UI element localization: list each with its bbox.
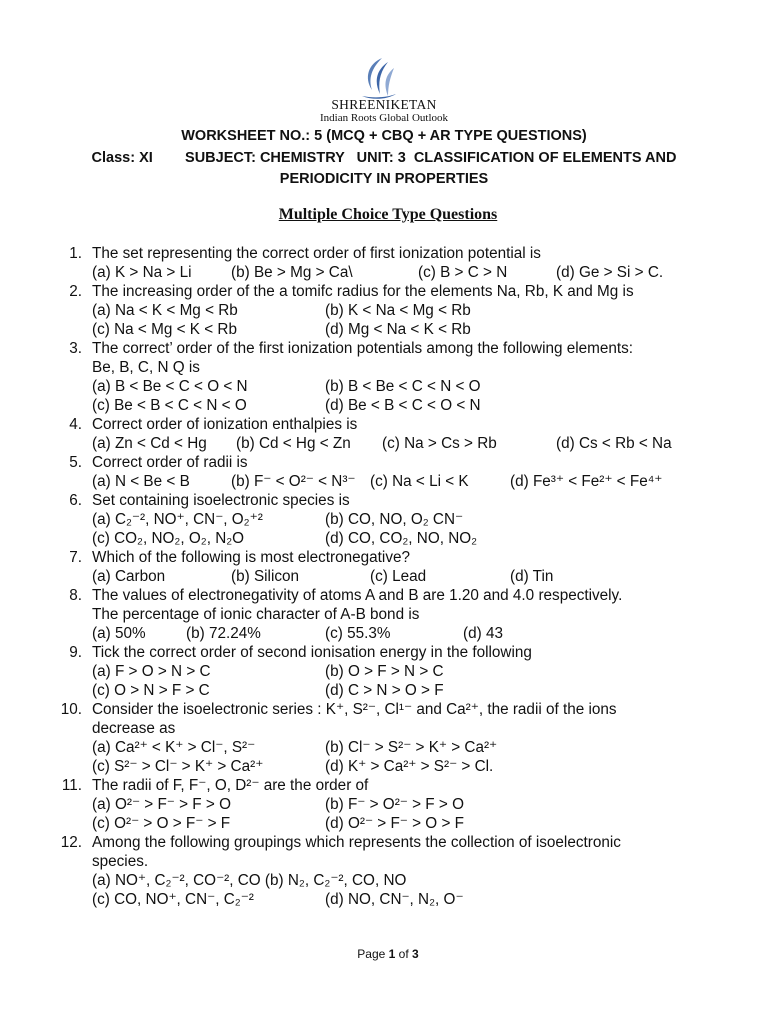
unit-title-continued: PERIODICITY IN PROPERTIES — [279, 171, 489, 187]
answer-option: (a) K > Na > Li — [92, 264, 192, 281]
answer-option: (d) C > N > O > F — [325, 682, 444, 699]
answer-option: (a) C₂⁻², NO⁺, CN⁻, O₂⁺² — [92, 511, 263, 528]
answer-option: (b) Be > Mg > Ca\ — [231, 264, 353, 281]
question-number: 9. — [69, 644, 82, 661]
class-subject-line: Class: XI SUBJECT: CHEMISTRY UNIT: 3 CLASSIFICATION OF ELEMENTS AND — [91, 150, 677, 166]
answer-option: (c) O²⁻ > O > F⁻ > F — [92, 815, 231, 832]
question-text: species. — [92, 853, 149, 870]
of-label: of — [398, 947, 409, 961]
answer-option: (b) B < Be < C < N < O — [325, 378, 481, 395]
page-footer — [0, 947, 768, 961]
answer-option: (a) B < Be < C < O < N — [92, 378, 248, 395]
question-number: 11. — [61, 777, 82, 794]
question-number: 2. — [69, 283, 82, 300]
answer-option: (a) Zn < Cd < Hg — [92, 435, 207, 452]
question-number: 4. — [69, 416, 82, 433]
answer-option: (b) F⁻ > O²⁻ > F > O — [325, 796, 464, 813]
answer-option: (d) K⁺ > Ca²⁺ > S²⁻ > Cl. — [325, 758, 494, 775]
question-text: Set containing isoelectronic species is — [92, 492, 350, 509]
question-text: Correct order of radii is — [92, 454, 248, 471]
answer-option: (b) Cl⁻ > S²⁻ > K⁺ > Ca²⁺ — [325, 739, 498, 756]
answer-option: (a) Ca²⁺ < K⁺ > Cl⁻, S²⁻ — [92, 739, 256, 756]
answer-option: (c) CO₂, NO₂, O₂, N₂O — [92, 530, 245, 547]
question-text: decrease as — [92, 720, 176, 737]
question-text: The radii of F, F⁻, O, D²⁻ are the order of — [92, 777, 369, 794]
question-text: The values of electronegativity of atoms A and B are 1.20 and 4.0 respectively. — [92, 587, 623, 604]
answer-option: (c) Lead — [370, 568, 427, 585]
answer-option: (d) Mg < Na < K < Rb — [325, 321, 471, 338]
answer-option: (c) Na < Li < K — [370, 473, 469, 490]
question-number: 3. — [69, 340, 82, 357]
question-number: 5. — [69, 454, 82, 471]
answer-option: (b) F⁻ < O²⁻ < N³⁻ — [231, 473, 356, 490]
answer-option: (d) Tin — [510, 568, 554, 585]
question-text: Correct order of ionization enthalpies is — [92, 416, 358, 433]
answer-option: (b) 72.24% — [186, 625, 261, 642]
answer-option: (d) CO, CO₂, NO, NO₂ — [325, 530, 478, 547]
question-number: 7. — [69, 549, 82, 566]
question-number: 12. — [60, 834, 82, 851]
question-number: 1. — [69, 245, 82, 262]
answer-option: (c) S²⁻ > Cl⁻ > K⁺ > Ca²⁺ — [92, 758, 264, 775]
page-number: 1 — [388, 947, 396, 961]
question-text: The percentage of ionic character of A-B bond is — [92, 606, 420, 623]
question-number: 6. — [69, 492, 82, 509]
answer-option: (c) 55.3% — [325, 625, 391, 642]
question-text: Be, B, C, N Q is — [92, 359, 200, 376]
page-label: Page — [357, 947, 386, 961]
school-name: SHREENIKETAN — [331, 97, 437, 112]
answer-option: (d) 43 — [463, 625, 503, 642]
answer-option: (c) CO, NO⁺, CN⁻, C₂⁻² — [92, 891, 254, 908]
answer-option: (c) O > N > F > C — [92, 682, 210, 699]
answer-option: (d) Be < B < C < O < N — [325, 397, 481, 414]
answer-option: (c) Na < Mg < K < Rb — [92, 321, 237, 338]
question-text: The correct’ order of the first ionization potentials among the following elements: — [92, 340, 634, 357]
answer-option: (b) Silicon — [231, 568, 300, 585]
answer-option: (d) Ge > Si > C. — [556, 264, 664, 281]
worksheet-title: WORKSHEET NO.: 5 (MCQ + CBQ + AR TYPE QUESTIONS) — [181, 128, 587, 144]
answer-option: (a) N < Be < B — [92, 473, 190, 490]
question-text: Consider the isoelectronic series : K⁺, S²⁻, Cl¹⁻ and Ca²⁺, the radii of the ions — [92, 701, 617, 718]
question-text: Tick the correct order of second ionisation energy in the following — [92, 644, 532, 661]
answer-option: (d) Fe³⁺ < Fe²⁺ < Fe⁴⁺ — [510, 473, 663, 490]
answer-option: (d) O²⁻ > F⁻ > O > F — [325, 815, 464, 832]
answer-option: (d) Cs < Rb < Na — [556, 435, 672, 452]
question-text: The set representing the correct order of first ionization potential is — [92, 245, 541, 262]
answer-option: (b) Cd < Hg < Zn — [236, 435, 351, 452]
page-total: 3 — [412, 947, 419, 961]
answer-option: (c) B > C > N — [418, 264, 508, 281]
answer-option: (b) O > F > N > C — [325, 663, 444, 680]
question-text: Which of the following is most electronegative? — [92, 549, 410, 566]
answer-option: (a) Carbon — [92, 568, 166, 585]
section-title: Multiple Choice Type Questions — [278, 206, 498, 223]
answer-option: (a) NO⁺, C₂⁻², CO⁻², CO (b) N₂, C₂⁻², CO, NO — [92, 872, 407, 889]
answer-option: (c) Na > Cs > Rb — [382, 435, 497, 452]
school-tagline: Indian Roots Global Outlook — [319, 112, 449, 124]
answer-option: (a) F > O > N > C — [92, 663, 211, 680]
answer-option: (b) K < Na < Mg < Rb — [325, 302, 471, 319]
question-number: 10. — [60, 701, 82, 718]
answer-option: (c) Be < B < C < N < O — [92, 397, 247, 414]
feather-swoosh-logo — [358, 56, 398, 100]
question-text: The increasing order of the a tomifc radius for the elements Na, Rb, K and Mg is — [92, 283, 634, 300]
answer-option: (a) O²⁻ > F⁻ > F > O — [92, 796, 231, 813]
answer-option: (a) 50% — [92, 625, 146, 642]
question-number: 8. — [69, 587, 82, 604]
answer-option: (d) NO, CN⁻, N₂, O⁻ — [325, 891, 464, 908]
question-text: Among the following groupings which represents the collection of isoelectronic — [92, 834, 621, 851]
answer-option: (a) Na < K < Mg < Rb — [92, 302, 238, 319]
answer-option: (b) CO, NO, O₂ CN⁻ — [325, 511, 464, 528]
